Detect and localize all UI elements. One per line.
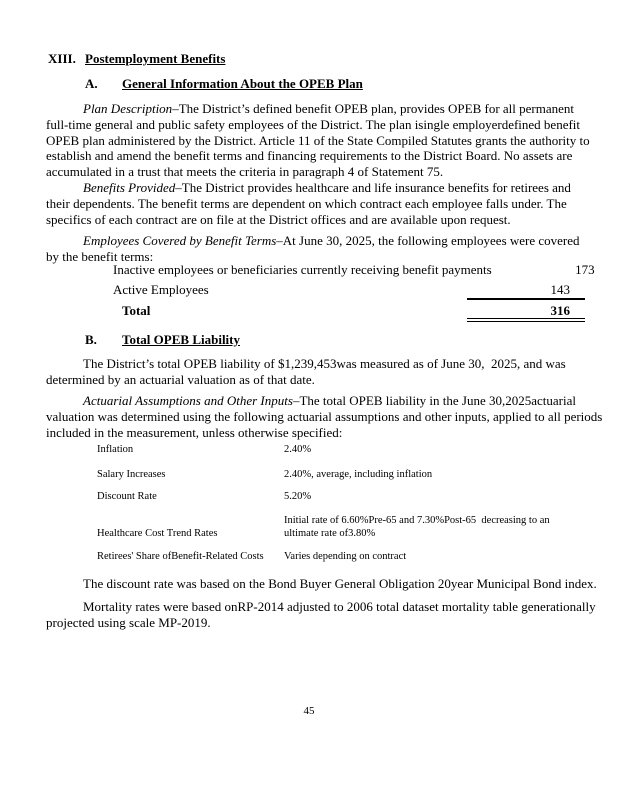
section-number: XIII.: [48, 51, 76, 66]
row-label: Discount Rate: [97, 491, 157, 502]
row-value: Varies depending on contract: [284, 551, 407, 562]
row-value: 316: [467, 304, 585, 322]
row-label: Salary Increases: [97, 469, 166, 480]
paragraph-line: full-time general and public safety employees of the District. The plan isingle employerdefined benefit: [46, 116, 581, 132]
row-label: Total: [122, 303, 151, 318]
paragraph-lead: Benefits Provided: [83, 180, 176, 195]
subsection-b-letter: B.: [85, 332, 97, 347]
subsection-b-heading: [85, 332, 240, 348]
paragraph-line: OPEB plan administered by the District. Article 11 of the State Compiled Statutes grants the authority to: [46, 132, 590, 148]
subsection-b-title: Total OPEB Liability: [122, 332, 240, 347]
assumptions-table: [97, 443, 585, 563]
paragraph-line: [46, 180, 571, 196]
table-row: [97, 490, 585, 503]
page-number: 45: [303, 705, 315, 717]
paragraph-line: Mortality rates were based onRP-2014 adjusted to 2006 total dataset mortality table generationally: [83, 599, 596, 614]
paragraph-plan-description: [46, 101, 590, 180]
paragraph-discount-rate: [46, 576, 597, 592]
paragraph-line: projected using scale MP-2019.: [46, 614, 211, 630]
subsection-a-title: General Information About the OPEB Plan: [122, 76, 363, 91]
row-label: Inactive employees or beneficiaries currently receiving benefit payments: [113, 262, 492, 277]
row-label: Healthcare Cost Trend Rates: [97, 528, 218, 539]
subsection-a-heading: [85, 76, 363, 92]
paragraph-lead: Plan Description: [83, 101, 173, 116]
paragraph-text: –At June 30, 2025, the following employees were covered: [276, 233, 580, 248]
row-value: 2.40%, average, including inflation: [284, 469, 433, 480]
paragraph-lead: Employees Covered by Benefit Terms: [83, 233, 277, 248]
paragraph-line: [46, 233, 580, 249]
row-value: 173: [575, 262, 595, 277]
table-row: [113, 262, 595, 283]
paragraph-lead: Actuarial Assumptions and Other Inputs: [83, 393, 293, 408]
row-value: 5.20%: [284, 491, 312, 502]
subsection-a-letter: A.: [85, 76, 98, 91]
paragraph-text: –The total OPEB liability in the June 30,2025actuarial: [292, 393, 576, 408]
paragraph-text: –The District provides healthcare and life insurance benefits for retirees and: [175, 180, 571, 195]
paragraph-line: their dependents. The benefit terms are dependent on which contract each employee falls under. The: [46, 195, 567, 211]
paragraph-line: The District’s total OPEB liability of $1,239,453was measured as of June 30, 2025, and was: [83, 356, 566, 371]
row-value: 143: [467, 283, 585, 300]
section-title: Postemployment Benefits: [85, 51, 226, 66]
value-line: Initial rate of 6.60%Pre-65 and 7.30%Post-65 decreasing to an: [284, 515, 550, 526]
paragraph-line: [46, 101, 590, 117]
row-label: Active Employees: [113, 281, 209, 297]
table-row: [97, 443, 585, 456]
table-row: [113, 283, 585, 303]
paragraph-line: establish and amend the benefit terms and financing requirements to the District Board. No assets are: [46, 148, 573, 164]
paragraph-text: –The District’s defined benefit OPEB plan, provides OPEB for all permanent: [172, 101, 575, 116]
table-row: [97, 514, 585, 540]
table-total-row: [113, 304, 585, 324]
row-value: [284, 514, 585, 540]
table-row: [97, 550, 585, 563]
paragraph-employees-covered: [46, 233, 580, 265]
paragraph-mortality: [46, 599, 596, 631]
paragraph-line: The discount rate was based on the Bond Buyer General Obligation 20year Municipal Bond index.: [83, 576, 597, 591]
employees-table: [113, 262, 595, 324]
paragraph-total-liability: [46, 356, 566, 388]
value-line: ultimate rate of3.80%: [284, 528, 376, 539]
paragraph-line: included in the measurement, unless otherwise specified:: [46, 424, 343, 440]
paragraph-line: specifics of each contract are on file at the District offices and are available upon request.: [46, 211, 511, 227]
paragraph-line: accumulated in a trust that meets the criteria in paragraph 4 of Statement 75.: [46, 164, 444, 180]
row-label: Inflation: [97, 444, 134, 455]
table-row: [97, 468, 585, 481]
paragraph-actuarial-assumptions: [46, 393, 602, 440]
paragraph-line: valuation was determined using the following actuarial assumptions and other inputs, applied to all periods: [46, 408, 603, 424]
paragraph-benefits-provided: [46, 180, 571, 227]
paragraph-line: by the benefit terms:: [46, 248, 154, 264]
paragraph-line: determined by an actuarial valuation as of that date.: [46, 371, 315, 387]
row-label: Retirees' Share ofBenefit-Related Costs: [97, 551, 264, 562]
section-heading: [48, 51, 225, 67]
row-value: 2.40%: [284, 444, 312, 455]
paragraph-line: [46, 393, 602, 409]
